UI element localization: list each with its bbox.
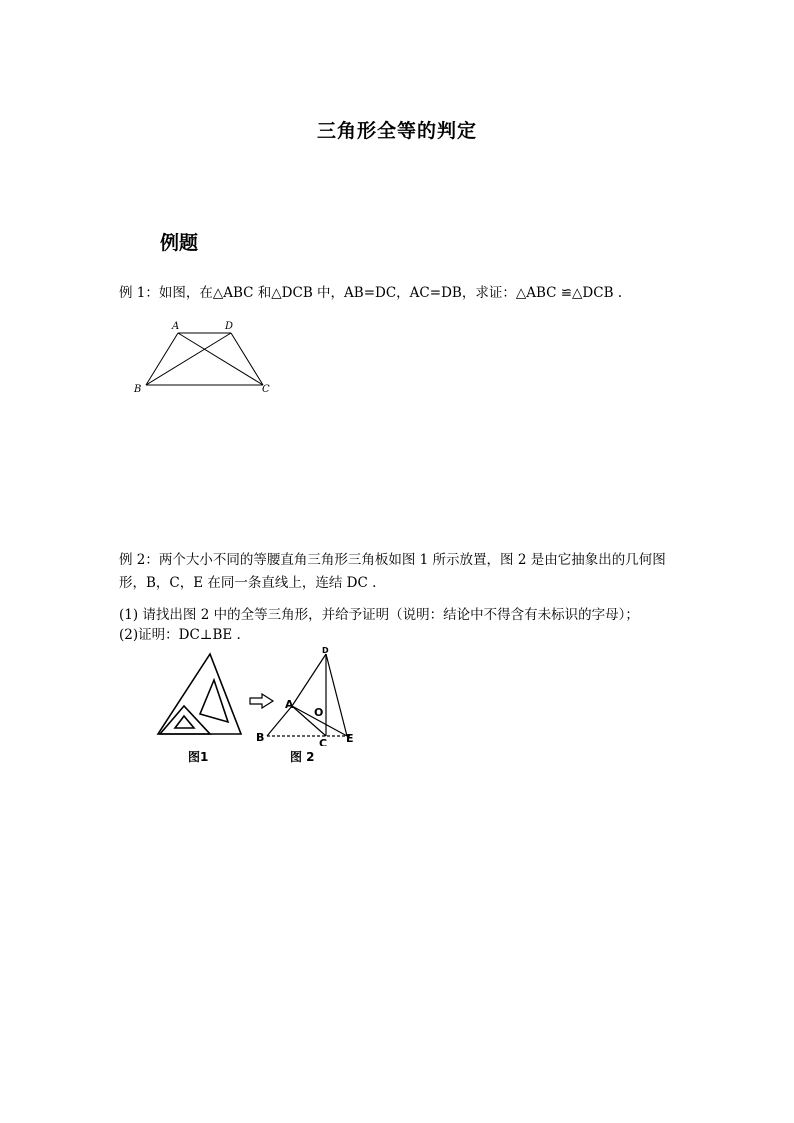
segment-ac: [178, 333, 263, 385]
label-o: O: [314, 706, 324, 719]
segment-ba: [146, 333, 178, 385]
label-b: B: [256, 731, 265, 744]
figure1-caption: 图1: [188, 750, 209, 764]
segment-de: [326, 654, 347, 736]
label-b: B: [134, 384, 142, 395]
label-a: A: [285, 698, 294, 711]
page-title: 三角形全等的判定: [316, 120, 477, 142]
section-heading: 例题: [160, 232, 199, 254]
label-e: E: [346, 732, 354, 745]
example2-question1: (1) 请找出图 2 中的全等三角形，并给予证明（说明：结论中不得含有未标识的字母）；: [119, 607, 639, 623]
example1-text: 例 1：如图，在△ABC 和△DCB 中，AB=DC，AC=DB，求证：△ABC ≌△DCB .: [119, 285, 623, 301]
figure2-diagram: [254, 646, 364, 746]
figure2-caption: 图 2: [290, 750, 315, 764]
label-d: D: [322, 646, 329, 655]
label-d: D: [225, 321, 234, 332]
small-triangle-inner: [175, 716, 194, 728]
segment-db: [146, 333, 231, 385]
example2-line2: 形，B，C，E 在同一条直线上，连结 DC .: [119, 575, 377, 591]
label-a: A: [172, 321, 180, 332]
label-c: C: [319, 737, 328, 746]
example1-figure: [128, 318, 278, 400]
large-triangle-inner: [200, 680, 228, 722]
label-c: C: [262, 384, 270, 395]
example2-line1: 例 2：两个大小不同的等腰直角三角形三角板如图 1 所示放置，图 2 是由它抽象出的几何图: [119, 552, 666, 568]
segment-da: [292, 654, 326, 706]
segment-dc: [231, 333, 263, 385]
figure1-set-squares: [150, 648, 250, 740]
example2-question2: (2)证明：DC⊥BE .: [119, 627, 241, 643]
